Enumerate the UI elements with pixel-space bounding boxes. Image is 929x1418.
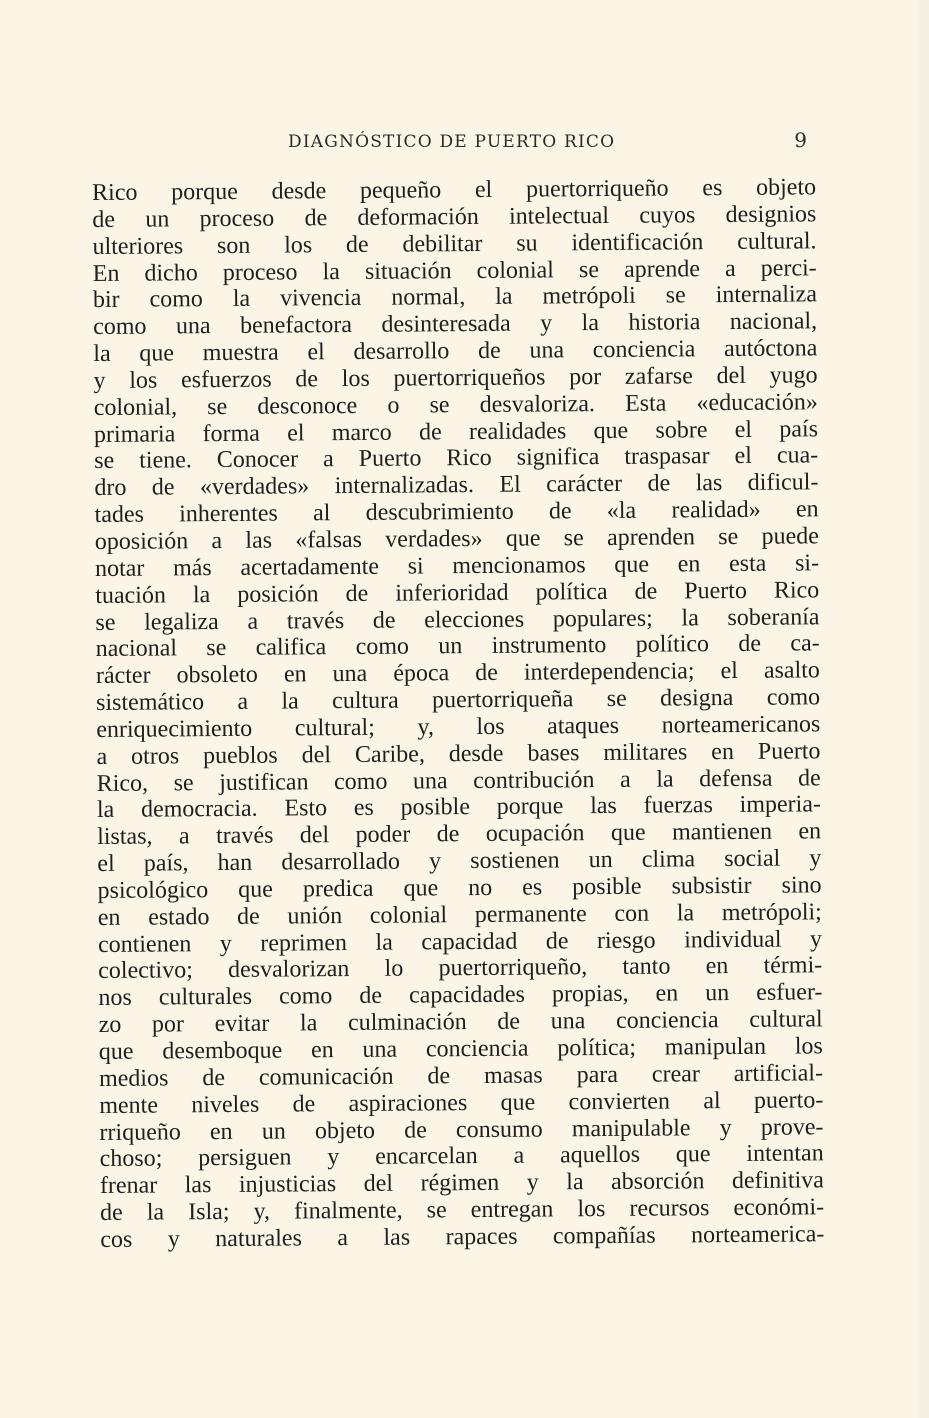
text-line: medios de comunicación de masas para crear artificial- (98, 1060, 824, 1092)
text-line: nos culturales como de capacidades propias, en un esfuer- (98, 979, 823, 1012)
text-line: Rico porque desde pequeño el puertorriqueño es objeto (92, 174, 817, 206)
text-line: listas, a través del poder de ocupación que mantienen en (97, 818, 822, 851)
text-line: sistemático a la cultura puertorriqueña se designa como (96, 684, 821, 717)
text-line: se tiene. Conocer a Puerto Rico significa traspasar el cua- (94, 442, 819, 475)
text-line: en estado de unión colonial permanente con la metrópoli; (97, 899, 822, 931)
text-line: a otros pueblos del Caribe, desde bases militares en Puerto (96, 738, 821, 770)
text-line: frenar las injusticias del régimen y la absorción definitiva (99, 1167, 824, 1200)
page-number: 9 (794, 128, 807, 152)
text-line: como una benefactora desinteresada y la historia nacional, (93, 308, 818, 341)
text-line: la democracia. Esto es posible porque las fuerzas imperia- (96, 791, 822, 824)
text-line: mente niveles de aspiraciones que convierten al puerto- (99, 1086, 824, 1119)
text-line: rácter obsoleto en una época de interdependencia; el asalto (95, 657, 820, 690)
running-head: DIAGNÓSTICO DE PUERTO RICO (288, 132, 616, 152)
text-line: oposición a las «falsas verdades» que se aprenden se puede (94, 523, 819, 555)
text-line: psicológico que predica que no es posible subsistir sino (97, 872, 822, 904)
text-line: tuación la posición de inferioridad política de Puerto Rico (95, 576, 820, 609)
text-line: ulteriores son los de debilitar su identificación cultural. (92, 227, 817, 260)
text-line: dro de «verdades» internalizadas. El carácter de las dificul- (94, 469, 819, 502)
text-line: colonial, se desconoce o se desvaloriza. Esta «educación» (93, 389, 818, 421)
body-paragraph (92, 174, 824, 1253)
text-line: zo por evitar la culminación de una conciencia cultural (98, 1006, 823, 1039)
text-line: cos y naturales a las rapaces compañías norteamerica- (100, 1221, 825, 1253)
text-line: de la Isla; y, finalmente, se entregan los recursos económi- (100, 1194, 825, 1227)
text-line: En dicho proceso la situación colonial se aprende a perci- (92, 254, 817, 287)
text-line: y los esfuerzos de los puertorriqueños por zafarse del yugo (93, 362, 818, 394)
page-header (90, 128, 825, 158)
text-line: notar más acertadamente si mencionamos que en esta si- (94, 550, 820, 582)
text-line: enriquecimiento cultural; y, los ataques norteamericanos (96, 711, 821, 743)
text-line: bir como la vivencia normal, la metrópoli se internaliza (92, 281, 818, 314)
text-line: choso; persiguen y encarcelan a aquellos que intentan (99, 1140, 824, 1173)
text-line: que desemboque en una conciencia política; manipulan los (98, 1033, 823, 1065)
text-line: rriqueño en un objeto de consumo manipulable y prove- (99, 1113, 824, 1146)
text-line: la que muestra el desarrollo de una conciencia autóctona (93, 335, 818, 368)
text-line: colectivo; desvalorizan lo puertorriqueño, tanto en térmi- (98, 952, 823, 985)
text-line: de un proceso de deformación intelectual cuyos designios (92, 201, 817, 233)
text-line: Rico, se justifican como una contribución a la defensa de (96, 764, 821, 797)
text-line: el país, han desarrollado y sostienen un clima social y (97, 845, 822, 878)
text-line: contienen y reprimen la capacidad de riesgo individual y (97, 925, 823, 958)
text-line: se legaliza a través de elecciones populares; la soberanía (95, 603, 820, 636)
text-line: tades inherentes al descubrimiento de «la realidad» en (94, 496, 819, 529)
text-line: primaria forma el marco de realidades que sobre el país (93, 415, 819, 448)
text-line: nacional se califica como un instrumento político de ca- (95, 630, 820, 663)
